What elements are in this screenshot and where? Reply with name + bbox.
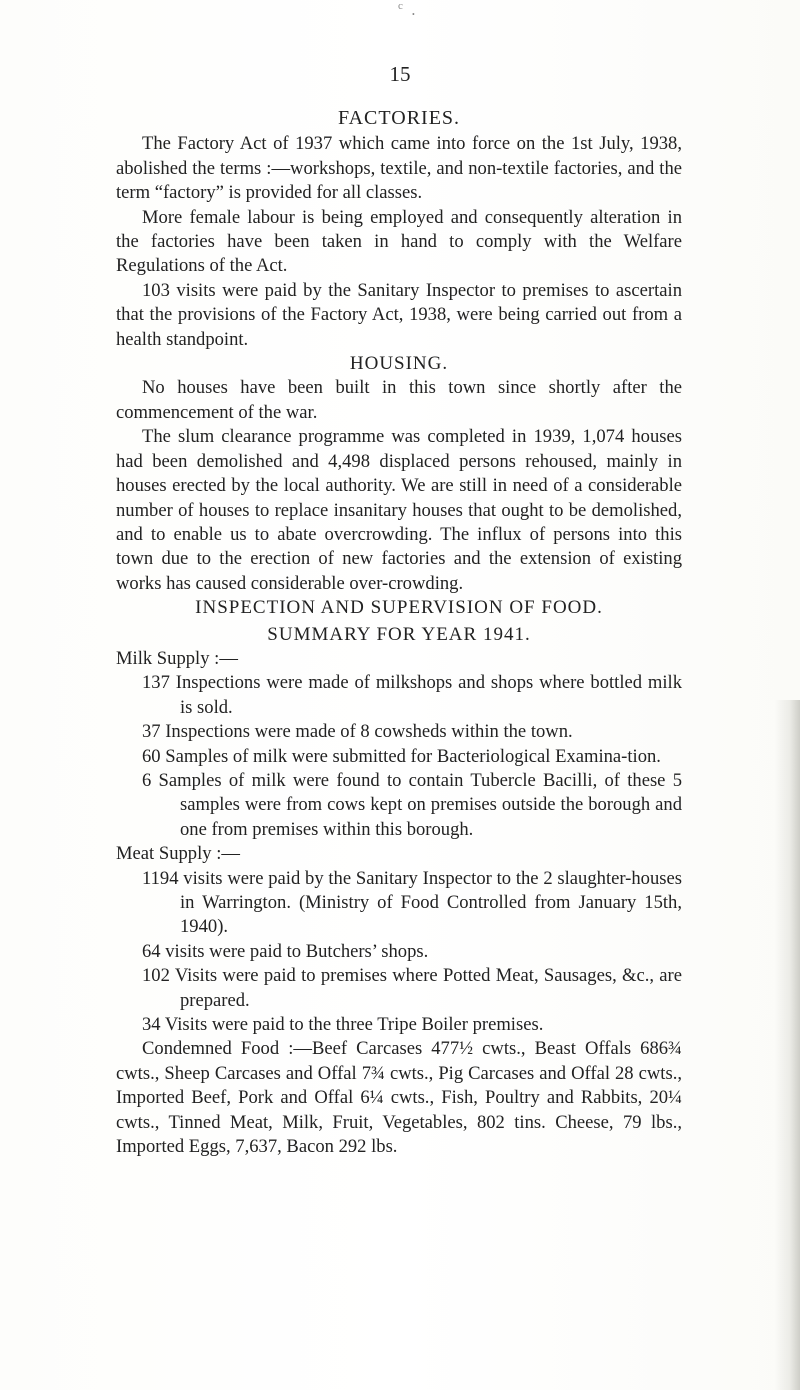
housing-paragraph: The slum clearance programme was completed in 1939, 1,074 houses had been demolished and 4,498 displaced persons rehoused, mainly in houses erected by the local authority. We are still in need of a considerable number of houses to replace insanitary houses that ought to be demolished, and to enable us to abate overcrowding. The influx of persons into this town due to the erection of new factories and the extension of existing works has caused considerable over-crowding. (116, 426, 682, 594)
milk-supply-label: Milk Supply :— (116, 647, 238, 669)
page-edge-shadow (774, 700, 800, 1390)
ink-speck: • (412, 10, 415, 19)
meat-item: 102 Visits were paid to premises where Potted Meat, Sausages, &c., are prepared. (142, 965, 682, 1011)
housing-paragraph: No houses have been built in this town since shortly after the commencement of the war. (116, 377, 682, 423)
page-number: 15 (389, 62, 411, 86)
milk-item: 37 Inspections were made of 8 cowsheds within the town. (142, 721, 573, 743)
food-heading: INSPECTION AND SUPERVISION OF FOOD. (195, 597, 603, 619)
milk-item: 6 Samples of milk were found to contain Tubercle Bacilli, of these 5 samples were from cows kept on premises outside the borough and one from premises within this borough. (142, 769, 682, 840)
housing-heading: HOUSING. (349, 353, 449, 375)
meat-item: 1194 visits were paid by the Sanitary Inspector to the 2 slaughter-houses in Warrington. (Ministry of Food Controlled from January 15th, 1940). (142, 867, 682, 938)
factories-paragraph: The Factory Act of 1937 which came into force on the 1st July, 1938, abolished the terms :—workshops, textile, and non-textile factories, and the term “factory” is provided for all classes. (116, 133, 682, 204)
page-content (116, 106, 682, 1159)
food-subheading: SUMMARY FOR YEAR 1941. (267, 623, 531, 645)
milk-item: 137 Inspections were made of milkshops and shops where bottled milk is sold. (142, 672, 682, 718)
top-mark: c (398, 0, 403, 12)
factories-paragraph: 103 visits were paid by the Sanitary Inspector to premises to ascertain that the provisions of the Factory Act, 1938, were being carried out from a health standpoint. (116, 279, 682, 350)
factories-paragraph: More female labour is being employed and consequently alteration in the factories have been taken in hand to comply with the Welfare Regulations of the Act. (116, 206, 682, 277)
meat-item: 34 Visits were paid to the three Tripe Boiler premises. (142, 1014, 544, 1036)
condemned-food-paragraph: Condemned Food :—Beef Carcases 477½ cwts., Beast Offals 686¾ cwts., Sheep Carcases and Offal 7¾ cwts., Pig Carcases and Offal 28 cwts., Imported Beef, Pork and Offal 6¼ cwts., Fish, Poultry and Rabbits, 20¼ cwts., Tinned Meat, Milk, Fruit, Vegetables, 802 tins. Cheese, 79 lbs., Imported Eggs, 7,637, Bacon 292 lbs. (116, 1038, 682, 1158)
meat-item: 64 visits were paid to Butchers’ shops. (142, 940, 429, 962)
milk-item: 60 Samples of milk were submitted for Bacteriological Examina-tion. (142, 745, 661, 767)
factories-heading: FACTORIES. (337, 107, 461, 129)
meat-supply-label: Meat Supply :— (116, 843, 240, 865)
